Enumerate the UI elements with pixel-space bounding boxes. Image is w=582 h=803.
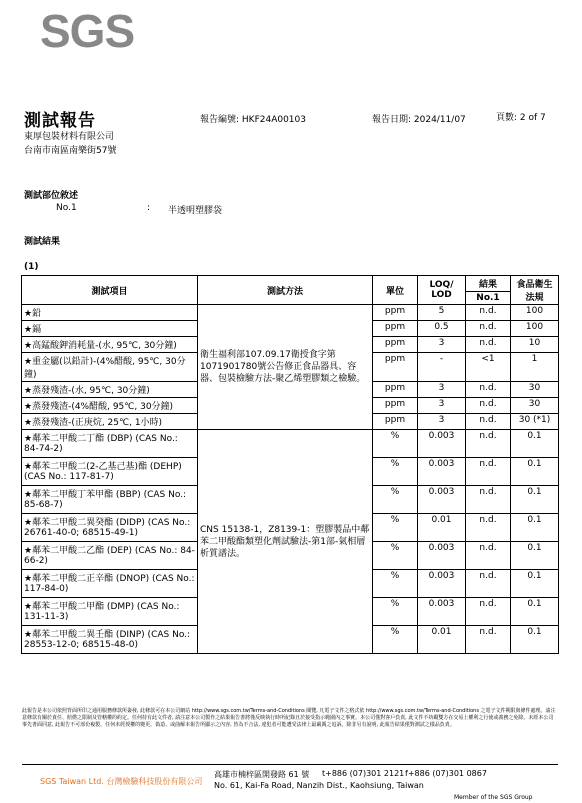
cell-result: n.d. [466,382,511,398]
cell-limit: 0.1 [511,514,559,542]
cell-result: n.d. [466,305,511,321]
results-table [21,275,559,654]
part-colon: : [147,203,151,213]
footer-fax: f+886 (07)301 0867 [405,769,487,778]
cell-result: n.d. [466,486,511,514]
cell-result: n.d. [466,514,511,542]
part-desc: 半透明塑膠袋 [168,206,223,216]
cell-loq: 0.003 [418,486,466,514]
cell-unit: ppm [373,353,418,382]
cell-limit: 0.1 [511,570,559,598]
report-date: 報告日期: 2024/11/07 [372,115,466,125]
cell-method-b: CNS 15138-1，Z8139-1：塑膠製品中鄰苯二甲酸酯類塑化劑試驗法-第1部-氣相層析質譜法。 [198,430,373,654]
cell-limit: 30 (*1) [511,414,559,430]
cell-item: ★重金屬(以鉛計)-(4%醋酸, 95℃, 30分鐘) [22,353,198,382]
cell-result: n.d. [466,414,511,430]
results-sub: (1) [24,262,39,272]
cell-result: n.d. [466,542,511,570]
results-heading: 測試結果 [24,237,61,247]
footer-address-en: No. 61, Kai-Fa Road, Nanzih Dist., Kaohsiung, Taiwan [214,781,424,790]
cell-unit: ppm [373,414,418,430]
header-result: 結果 [466,276,511,292]
footer-member: Member of the SGS Group [454,794,533,801]
cell-loq: 0.003 [418,430,466,458]
cell-item: ★鄰苯二甲酸二乙酯 (DEP) (CAS No.: 84-66-2) [22,542,198,570]
cell-item: ★鄰苯二甲酸二丁酯 (DBP) (CAS No.: 84-74-2) [22,430,198,458]
cell-limit: 1 [511,353,559,382]
cell-result: n.d. [466,398,511,414]
header-unit: 單位 [373,276,418,305]
report-number: 報告編號: HKF24A00103 [200,115,306,125]
cell-result: n.d. [466,458,511,486]
cell-item: ★蒸發殘渣-(4%醋酸, 95℃, 30分鐘) [22,398,198,414]
table-row [22,305,559,321]
cell-result: n.d. [466,598,511,626]
client-address: 台南市南區南樂街57號 [24,146,117,156]
cell-result: n.d. [466,321,511,337]
cell-unit: % [373,598,418,626]
cell-loq: 0.01 [418,514,466,542]
cell-limit: 30 [511,398,559,414]
cell-result: <1 [466,353,511,382]
cell-result: n.d. [466,626,511,654]
cell-result: n.d. [466,570,511,598]
cell-limit: 0.1 [511,542,559,570]
footer-divider [22,764,558,765]
table-row [22,430,559,458]
cell-limit: 0.1 [511,430,559,458]
cell-unit: % [373,542,418,570]
sgs-logo: SGS [40,5,135,57]
header-limit: 食品衛生法規 [511,276,559,305]
cell-loq: 0.003 [418,598,466,626]
cell-item: ★鄰苯二甲酸丁苯甲酯 (BBP) (CAS No.: 85-68-7) [22,486,198,514]
cell-limit: 0.1 [511,486,559,514]
cell-unit: ppm [373,337,418,353]
client-company: 東厚包裝材料有限公司 [24,132,115,142]
cell-item: ★鄰苯二甲酸二正辛酯 (DNOP) (CAS No.: 117-84-0) [22,570,198,598]
footer-disclaimer: 此報告是本公司依照背面所印之通用服務條款所簽發, 此條款可在本公司網站 http://www.sgs.com.tw/Terms-and-Conditions 閱覽, 凡電子文件之格式依 http://www.sgs.com.tw/Terms-and-Conditions 之電子文件期限與條件處理。請注意條款有關於責任、賠償之限制及管轄權的約定。任何持有此文件者, 請注意本公司製作之結果報告書將僅反映執行時所紀錄且於接受指示範圍內之事實。本公司僅對客戶負責, 此文件不妨礙雙方在交易上權利之行使或義務之免除。未經本公司事先書面同意, 此報告不可部份複製。任何未經授權的變更、偽造、或曲解本報告所顯示之內容, 皆為不合法, 違犯者可能遭受法律上最嚴厲之追訴。除非另有說明, 此報告結果僅對測試之樣品負責。 [22,708,556,728]
cell-unit: ppm [373,382,418,398]
page-number: 頁數: 2 of 7 [496,113,546,123]
cell-unit: % [373,626,418,654]
cell-item: ★蒸發殘渣-(水, 95℃, 30分鐘) [22,382,198,398]
cell-item: ★鄰苯二甲酸二異癸酯 (DIDP) (CAS No.: 26761-40-0; 68515-49-1) [22,514,198,542]
header-item: 測試項目 [22,276,198,305]
cell-item: ★鄰苯二甲酸二甲酯 (DMP) (CAS No.: 131-11-3) [22,598,198,626]
header-method: 測試方法 [198,276,373,305]
cell-limit: 0.1 [511,626,559,654]
cell-loq: 0.01 [418,626,466,654]
cell-limit: 0.1 [511,598,559,626]
cell-limit: 100 [511,305,559,321]
footer-address-cn: 高雄市楠梓區開發路 61 號 [214,770,310,779]
cell-limit: 30 [511,382,559,398]
table-header-row [22,276,559,292]
cell-loq: 5 [418,305,466,321]
parts-heading: 測試部位敘述 [24,191,79,201]
cell-limit: 0.1 [511,458,559,486]
cell-loq: 0.003 [418,458,466,486]
cell-loq: - [418,353,466,382]
cell-item: ★蒸發殘渣-(正庚烷, 25℃, 1小時) [22,414,198,430]
cell-loq: 3 [418,337,466,353]
cell-loq: 3 [418,382,466,398]
cell-result: n.d. [466,430,511,458]
cell-loq: 3 [418,414,466,430]
cell-unit: % [373,514,418,542]
cell-loq: 0.003 [418,570,466,598]
cell-item: ★鄰苯二甲酸二異壬酯 (DINP) (CAS No.: 28553-12-0; 68515-48-0) [22,626,198,654]
cell-limit: 10 [511,337,559,353]
cell-item: ★鎘 [22,321,198,337]
cell-unit: ppm [373,305,418,321]
part-no: No.1 [56,203,77,213]
report-title: 測試報告 [24,111,96,131]
cell-item: ★鄰苯二甲酸二(2-乙基己基)酯 (DEHP) (CAS No.: 117-81-7) [22,458,198,486]
header-loq: LOQ/ LOD [418,276,466,305]
cell-unit: ppm [373,321,418,337]
cell-loq: 3 [418,398,466,414]
cell-item: ★鉛 [22,305,198,321]
cell-unit: % [373,486,418,514]
cell-method-a: 衛生福利部107.09.17衛授食字第1071901780號公告修正食品器具、容器、包裝檢驗方法-聚乙烯塑膠類之檢驗。 [198,305,373,430]
cell-unit: % [373,570,418,598]
cell-limit: 100 [511,321,559,337]
cell-loq: 0.003 [418,542,466,570]
cell-unit: % [373,430,418,458]
cell-loq: 0.5 [418,321,466,337]
footer-tel: t+886 (07)301 2121 [322,769,405,778]
footer-company: SGS Taiwan Ltd. 台灣檢驗科技股份有限公司 [40,777,203,786]
cell-result: n.d. [466,337,511,353]
header-result-no: No.1 [466,292,511,305]
cell-item: ★高錳酸鉀消耗量-(水, 95℃, 30分鐘) [22,337,198,353]
cell-unit: ppm [373,398,418,414]
cell-unit: % [373,458,418,486]
